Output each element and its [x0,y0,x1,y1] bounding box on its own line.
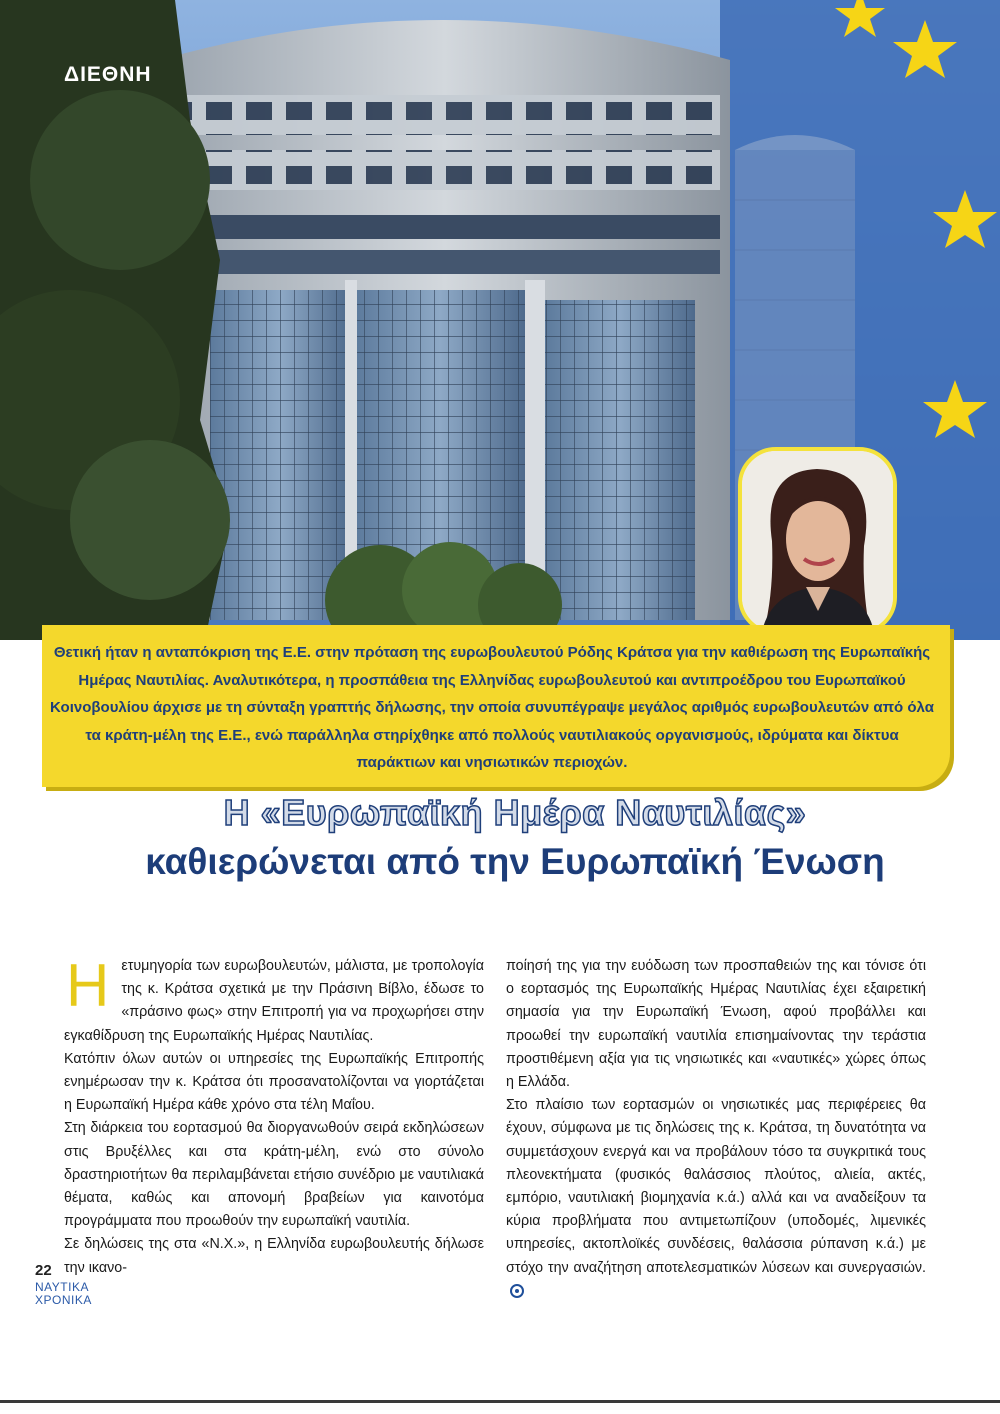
paragraph: Σε δηλώσεις της στα «Ν.Χ.», η Ελληνίδα ευρωβουλευτής δήλωσε την ικανο- [64,1236,484,1276]
paragraph [64,952,484,1048]
page-number: 22 [35,1262,52,1279]
paragraph [506,1094,926,1303]
lead-paragraph: Θετική ήταν η ανταπόκριση της Ε.Ε. στην πρόταση της ευρωβουλευτού Ρόδης Κράτσα για την καθιέρωση της Ευρωπαϊκής Ημέρας Ναυτιλίας. Αναλυτικότερα, η προσπάθεια της Ελληνίδας ευρωβουλευτού και αντιπροέδρου του Ευρωπαϊκού Κοινοβουλίου άρχισε με τη σύνταξη γραπτής δήλωσης, την οποία συνυπέγραψε μεγάλος αριθμός ευρωβουλευτών από όλα τα κράτη-μέλη της Ε.Ε., ενώ παράλληλα στηρίχθηκε από πολλούς ναυτιλιακούς οργανισμούς, ιδρύματα και δίκτυα παράκτιων και νησιωτικών περιοχών. [50,644,934,771]
paragraph-text: Στο πλαίσιο των εορτασμών οι νησιωτικές μας περιφέρειες θα έχουν, σύμφωνα με τις δηλώσεις της κ. Κράτσα, τη δυνατότητα να συμμετάσχουν ενεργά και να προβάλουν τόσο τα συγκριτικά τους πλεονεκτήματα (φυσικός θαλάσσιος πλούτος, αλιεία, ακτές, εμπόριο, ναυτιλιακή βιομηχανία κ.ά.) αλλά και να αναδείξουν τα κύρια προβλήματα που αντιμετωπίζουν (υποδομές, λιμενικές υπηρεσίες, ακτοπλοϊκές συνδέσεις, θαλάσσια ρύπανση κ.ά.) με στόχο την αναζήτηση αποτελεσματικών λύσεων και συνεργασιών. [506,1097,926,1276]
person-portrait-icon [742,451,893,631]
magazine-name-line-2: ΧΡΟΝΙΚΑ [35,1293,92,1307]
paragraph: Στη διάρκεια του εορτασμού θα διοργανωθούν σειρά εκδηλώσεων στις Βρυξέλλες και στα κράτη-μέλη, ενώ στο σύνολο δραστηριοτήτων θα περιλαμβάνεται ετήσιο συνέδριο με ναυτιλιακά θέματα, καθώς και απονομή βραβείων για καινοτόμα προγράμματα που προωθούν την ευρωπαϊκή ναυτιλία. [64,1120,484,1230]
paragraph-text: ετυμηγορία των ευρωβουλευτών, μάλιστα, με τροπολογία της κ. Κράτσα σχετικά με την Πράσινη Βίβλο, έδωσε το «πράσινο φως» στην Επιτροπή για να προχωρήσει στην εγκαθίδρυση της Ευρωπαϊκής Ημέρας Ναυτιλίας. [64,958,484,1044]
paragraph: ποίησή της για την ευόδωση των προσπαθειών της και τόνισε ότι ο εορτασμός της Ευρωπαϊκής Ημέρας Ναυτιλίας έχει εξαιρετική σημασία για την Ευρωπαϊκή Ένωση, αφού προβάλλει και προωθεί την ευρωπαϊκή ναυτιλία επισημαίνοντας την τεράστια προστιθέμενη αξία για τις νησιωτικές και «ναυτικές» χώρες όπως η Ελλάδα. [506,958,926,1091]
lead-summary-box [42,625,950,787]
portrait-photo [738,447,897,635]
magazine-name [35,1281,92,1307]
headline-line-1: Η «Ευρωπαϊκή Ημέρα Ναυτιλίας» [223,792,807,833]
end-of-article-icon [510,1284,524,1298]
magazine-name-line-1: ΝΑΥΤΙΚΑ [35,1280,89,1294]
article-headline [100,792,930,884]
scan-edge-line [0,1400,1000,1403]
headline-line-2: καθιερώνεται από την Ευρωπαϊκή Ένωση [145,841,885,882]
article-column-right [506,955,926,1303]
article-column-left [64,952,484,1280]
section-label: ΔΙΕΘΝΗ [64,63,152,86]
paragraph: Κατόπιν όλων αυτών οι υπηρεσίες της Ευρωπαϊκής Επιτροπής ενημέρωσαν την κ. Κράτσα ότι προσανατολίζονται να γιορτάζεται η Ευρωπαϊκή Ημέρα κάθε χρόνο στα τέλη Μαΐου. [64,1050,484,1114]
drop-cap: Η [66,952,110,1019]
